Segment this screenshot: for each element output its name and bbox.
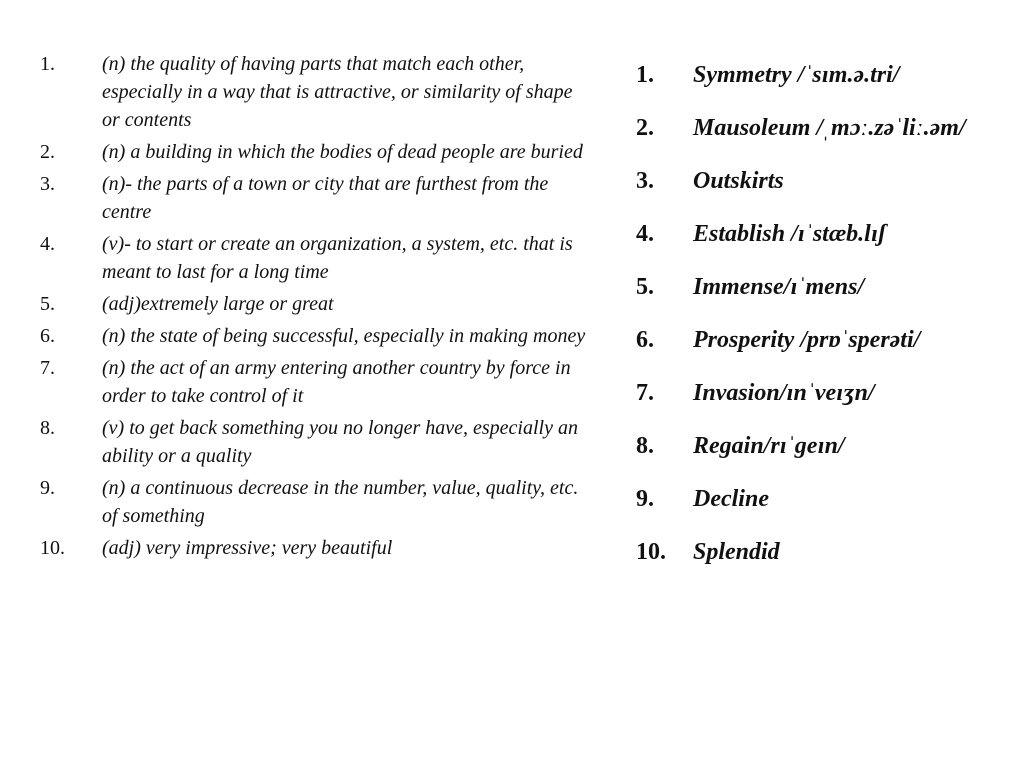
vocabulary-word: Mausoleum /ˌmɔː.zəˈliː.əm/	[693, 115, 966, 141]
definition-number: 2.	[40, 141, 55, 163]
vocabulary-number: 4.	[636, 221, 654, 247]
vocabulary-item-4	[636, 217, 1006, 251]
vocabulary-item-6	[636, 323, 1006, 357]
definition-item-5	[40, 290, 590, 318]
vocabulary-number: 9.	[636, 486, 654, 512]
definition-number: 6.	[40, 325, 55, 347]
definitions-list	[40, 50, 590, 566]
vocabulary-word: Symmetry /ˈsɪm.ə.tri/	[693, 62, 900, 88]
vocabulary-list	[636, 58, 1006, 588]
definition-item-8	[40, 414, 590, 470]
vocabulary-number: 7.	[636, 380, 654, 406]
vocabulary-item-7	[636, 376, 1006, 410]
vocabulary-number: 1.	[636, 62, 654, 88]
vocabulary-word: Establish /ɪˈstæb.lɪʃ	[693, 221, 886, 247]
definition-text: (n) the state of being successful, especially in making money	[102, 325, 586, 347]
definition-text: (n) a building in which the bodies of dead people are buried	[102, 141, 583, 163]
definition-number: 3.	[40, 173, 55, 195]
definition-item-2	[40, 138, 590, 166]
vocabulary-word: Prosperity /prɒˈsperəti/	[693, 327, 921, 353]
definition-text: (adj)extremely large or great	[102, 293, 334, 315]
definition-item-3	[40, 170, 590, 226]
definition-number: 4.	[40, 233, 55, 255]
vocabulary-word: Decline	[693, 486, 769, 512]
definition-text: (v) to get back something you no longer have, especially an ability or a quality	[102, 417, 578, 467]
vocabulary-item-3	[636, 164, 1006, 198]
definition-number: 7.	[40, 357, 55, 379]
vocabulary-word: Splendid	[693, 539, 780, 565]
definition-number: 8.	[40, 417, 55, 439]
definition-number: 10.	[40, 537, 65, 559]
definition-item-10	[40, 534, 590, 562]
vocabulary-number: 8.	[636, 433, 654, 459]
vocabulary-number: 2.	[636, 115, 654, 141]
vocabulary-item-8	[636, 429, 1006, 463]
vocabulary-item-1	[636, 58, 1006, 92]
definition-number: 5.	[40, 293, 55, 315]
definition-item-1	[40, 50, 590, 134]
definition-number: 9.	[40, 477, 55, 499]
vocabulary-number: 3.	[636, 168, 654, 194]
vocabulary-item-5	[636, 270, 1006, 304]
vocabulary-item-9	[636, 482, 1006, 516]
definition-text: (n) the quality of having parts that match each other, especially in a way that is attractive, or similarity of shape or contents	[102, 53, 573, 131]
definition-text: (adj) very impressive; very beautiful	[102, 537, 393, 559]
vocabulary-word: Invasion/ɪnˈveɪʒn/	[693, 380, 875, 406]
definition-text: (n) the act of an army entering another country by force in order to take control of it	[102, 357, 571, 407]
vocabulary-item-10	[636, 535, 1006, 569]
definition-text: (n) a continuous decrease in the number, value, quality, etc. of something	[102, 477, 579, 527]
definition-item-6	[40, 322, 590, 350]
vocabulary-word: Immense/ɪˈmens/	[693, 274, 865, 300]
vocabulary-word: Outskirts	[693, 168, 784, 194]
vocabulary-word: Regain/rɪˈɡeɪn/	[693, 433, 845, 459]
definition-text: (v)- to start or create an organization, a system, etc. that is meant to last for a long time	[102, 233, 573, 283]
definition-item-4	[40, 230, 590, 286]
definition-item-9	[40, 474, 590, 530]
vocabulary-item-2	[636, 111, 1006, 145]
vocabulary-number: 5.	[636, 274, 654, 300]
definition-number: 1.	[40, 53, 55, 75]
vocabulary-number: 10.	[636, 539, 666, 565]
definition-text: (n)- the parts of a town or city that are furthest from the centre	[102, 173, 549, 223]
definition-item-7	[40, 354, 590, 410]
vocabulary-number: 6.	[636, 327, 654, 353]
